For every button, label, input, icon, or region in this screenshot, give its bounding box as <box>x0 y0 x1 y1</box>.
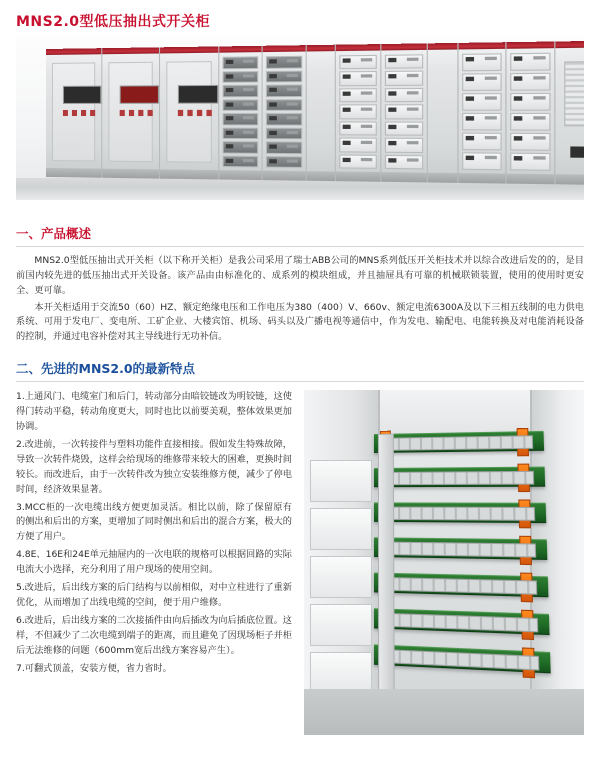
cabinet-end-unit <box>555 40 584 185</box>
cabinet-top-cap <box>555 40 584 48</box>
drawer-stack <box>339 55 377 169</box>
drawer-stack <box>223 56 259 167</box>
busbar-rail <box>374 573 548 598</box>
drawer-stack <box>266 56 302 168</box>
drawer-unit <box>339 55 377 70</box>
drawer-unit <box>462 73 502 91</box>
drawer-unit <box>266 84 302 96</box>
cabinet-drawer-3 <box>336 44 382 182</box>
features-and-photo <box>16 390 584 735</box>
busbar-rail <box>374 608 550 635</box>
drawer-unit <box>510 152 550 170</box>
cabinet-plinth <box>46 168 101 178</box>
cabinet-plinth <box>263 170 306 180</box>
cabinet-top-cap <box>381 43 426 50</box>
section1-paragraph-2: 本开关柜适用于交流50（60）HZ、额定绝缘电压和工作电压为380（400）V、660v、额定电流6300A及以下三相五线制的电力供电系统、可用于发电厂、变电所、工矿企业、大楼宾馆、机场、码头以及广播电视等通信中，作为发电、输配电、电能转换及对电能消耗设备的控制，并通过电容补偿对其主导线进行无功补信。 <box>16 301 584 343</box>
cabinet-row <box>46 40 584 188</box>
drawer-unit <box>266 127 302 139</box>
drawer-unit <box>266 141 302 153</box>
mounting-post <box>378 434 395 699</box>
cabinet-top-cap <box>102 47 159 54</box>
drawer-stack <box>510 52 550 170</box>
drawer-unit <box>223 99 259 111</box>
product-photo-lineup <box>16 37 584 200</box>
cabinet-drawer-4 <box>381 43 427 182</box>
drawer-stack <box>462 53 502 170</box>
busbar-rail <box>374 467 545 488</box>
drawer-unit <box>510 113 550 131</box>
drawer-unit <box>510 93 550 111</box>
feature-item-5: 5.改进后，后出线方案的后门结构与以前相似，对中立柱进行了重新优化，从而增加了出线电缆的空间，便于用户维修。 <box>16 582 292 609</box>
drawer-unit <box>223 84 259 96</box>
drawer-unit <box>339 154 377 169</box>
cabinet-top-cap <box>507 41 555 48</box>
indicator-lamps <box>63 110 99 116</box>
drawer-unit <box>462 93 502 111</box>
drawer-unit <box>339 104 377 118</box>
photo-floor <box>304 689 584 735</box>
page-title: MNS2.0型低压抽出式开关柜 <box>16 14 211 30</box>
drawer-unit <box>266 70 302 82</box>
busbar-rail <box>374 431 544 453</box>
cabinet-divider-1 <box>307 45 336 181</box>
feature-item-4: 4.8E、16E和24E单元抽屉内的一次电联的规格可以根据回路的实际电流大小选择，充分利用了用户现场的使用空间。 <box>16 549 292 576</box>
compartment-shelf <box>310 460 372 502</box>
drawer-unit <box>339 121 377 135</box>
indicator-lamps <box>120 110 157 116</box>
meter-display <box>120 85 159 104</box>
cabinet-panel <box>108 62 152 162</box>
busbar-rack <box>374 431 552 708</box>
drawer-unit <box>223 141 259 153</box>
cabinet-drawer-5 <box>459 42 507 183</box>
cabinet-drawer-2 <box>263 45 307 181</box>
busbar-rail <box>374 503 546 524</box>
product-photo-interior <box>304 390 584 735</box>
cabinet-top-cap <box>307 45 335 52</box>
section2-heading: 二、先进的MNS2.0的最新特点 <box>16 361 196 377</box>
drawer-stack <box>385 54 423 169</box>
drawer-unit <box>385 71 423 86</box>
cabinet-drawer-1 <box>219 46 262 180</box>
drawer-unit <box>510 52 550 70</box>
drawer-unit <box>385 138 423 153</box>
nameplate-badge <box>570 146 584 157</box>
cabinet-plinth <box>555 174 584 185</box>
drawer-unit <box>385 154 423 169</box>
drawer-unit <box>223 70 259 82</box>
compartment-shelf <box>310 604 372 646</box>
cabinet-panel <box>166 61 212 163</box>
ventilation-grille <box>564 61 584 126</box>
drawer-unit <box>223 127 259 139</box>
drawer-unit <box>266 113 302 125</box>
drawer-unit <box>339 71 377 86</box>
section-features <box>16 361 584 735</box>
cabinet-top-cap <box>46 48 101 55</box>
drawer-unit <box>266 155 302 167</box>
section1-paragraph-1: MNS2.0型低压抽出式开关柜（以下称开关柜）是我公司采用了瑞士ABB公司的MNS系列低压开关柜技术并以综合改进后发的的，是目前国内较先进的低压抽出式开关设备。该产品由由标准化的、成系列的模块组成，并且抽屉具有可靠的机械联锁装置，使用的使用时更安全、更可靠。 <box>16 254 584 296</box>
cabinet-top-cap <box>428 43 457 50</box>
section1-divider <box>16 246 584 247</box>
cabinet-left-side <box>304 390 380 735</box>
cabinet-plinth <box>459 173 506 184</box>
busbar-conductor <box>388 507 535 521</box>
cabinet-top-cap <box>160 46 218 53</box>
drawer-unit <box>510 73 550 91</box>
busbar-conductor <box>388 650 539 671</box>
compartment-shelf <box>310 556 372 598</box>
compartment-shelf <box>310 652 372 694</box>
busbar-conductor <box>388 577 537 595</box>
drawer-unit <box>462 113 502 131</box>
drawer-unit <box>385 88 423 103</box>
cabinet-control-3 <box>160 46 219 179</box>
busbar-rail <box>374 645 551 674</box>
feature-item-1: 1.上通风门、电缆室门和后门，转动部分由暗铰链改为明铰链，这使得门转动平稳，转动角度更大，同时也比以前要美观，整体效果更加协调。 <box>16 391 292 433</box>
cabinet-control-1 <box>46 48 102 178</box>
feature-item-7: 7.可翻式顶盖，安装方便，省力省时。 <box>16 662 172 674</box>
cabinet-drawer-6 <box>507 41 556 184</box>
drawer-unit <box>266 56 302 69</box>
cabinet-plinth <box>160 169 218 179</box>
compartment-shelf <box>310 508 372 550</box>
cabinet-plinth <box>381 172 426 182</box>
cabinet-control-2 <box>102 47 160 178</box>
section1-heading: 一、产品概述 <box>16 225 92 241</box>
section2-divider <box>16 381 584 382</box>
feature-item-2: 2.改进前，一次转接件与塑料功能件直接相接。假如发生特殊故障，导致一次转件烧毁，这样会给现场的维修带来较大的困难，更换时间较长。而改进后，由于一次转件改为独立安装维修方便，减少了停电时间，经济效果显著。 <box>16 438 292 495</box>
cabinet-plinth <box>428 172 457 182</box>
indicator-lamps <box>178 110 216 116</box>
section1-body <box>16 254 584 345</box>
feature-item-3: 3.MCC柜的一次电缆出线方便更加灵活。相比以前，除了保留原有的侧出和后出的方案，更增加了同时侧出和后出的混合方案，极大的方便了用户。 <box>16 501 292 543</box>
drawer-unit <box>223 113 259 125</box>
cabinet-top-cap <box>336 44 380 51</box>
cabinet-divider-2 <box>428 43 459 183</box>
busbar-rail <box>374 538 547 561</box>
feature-photo-wrap <box>304 390 584 735</box>
drawer-unit <box>385 121 423 136</box>
drawer-unit <box>462 132 502 150</box>
cabinet-top-cap <box>263 45 306 52</box>
meter-display <box>63 85 101 103</box>
drawer-unit <box>339 137 377 152</box>
drawer-unit <box>339 88 377 103</box>
cabinet-plinth <box>507 173 555 184</box>
cabinet-plinth <box>219 170 261 180</box>
feature-item-6: 6.改进后，后出线方案的二次接插件由向后插改为向后插底位置。这样，不但减少了二次电缆到端子的距离，而且避免了因现场柜子并柜后无法维修的问题（600mm宽后出线方案容易产生）。 <box>16 614 292 656</box>
cabinet-plinth <box>102 168 159 178</box>
busbar-conductor <box>388 471 534 485</box>
busbar-conductor <box>388 613 538 633</box>
cabinet-panel <box>52 62 95 161</box>
busbar-conductor <box>388 542 536 558</box>
drawer-unit <box>223 155 259 167</box>
cabinet-plinth <box>307 171 335 181</box>
drawer-unit <box>462 152 502 170</box>
drawer-unit <box>385 104 423 119</box>
drawer-unit <box>510 133 550 151</box>
cabinet-top-cap <box>219 46 261 53</box>
cabinet-top-cap <box>459 42 506 49</box>
busbar-conductor <box>388 435 533 451</box>
meter-display <box>178 85 218 104</box>
section-product-overview <box>16 226 584 345</box>
drawer-unit <box>462 53 502 71</box>
drawer-unit <box>266 98 302 110</box>
drawer-unit <box>223 56 259 68</box>
drawer-unit <box>385 54 423 69</box>
feature-list <box>16 390 292 735</box>
cabinet-plinth <box>336 171 380 181</box>
